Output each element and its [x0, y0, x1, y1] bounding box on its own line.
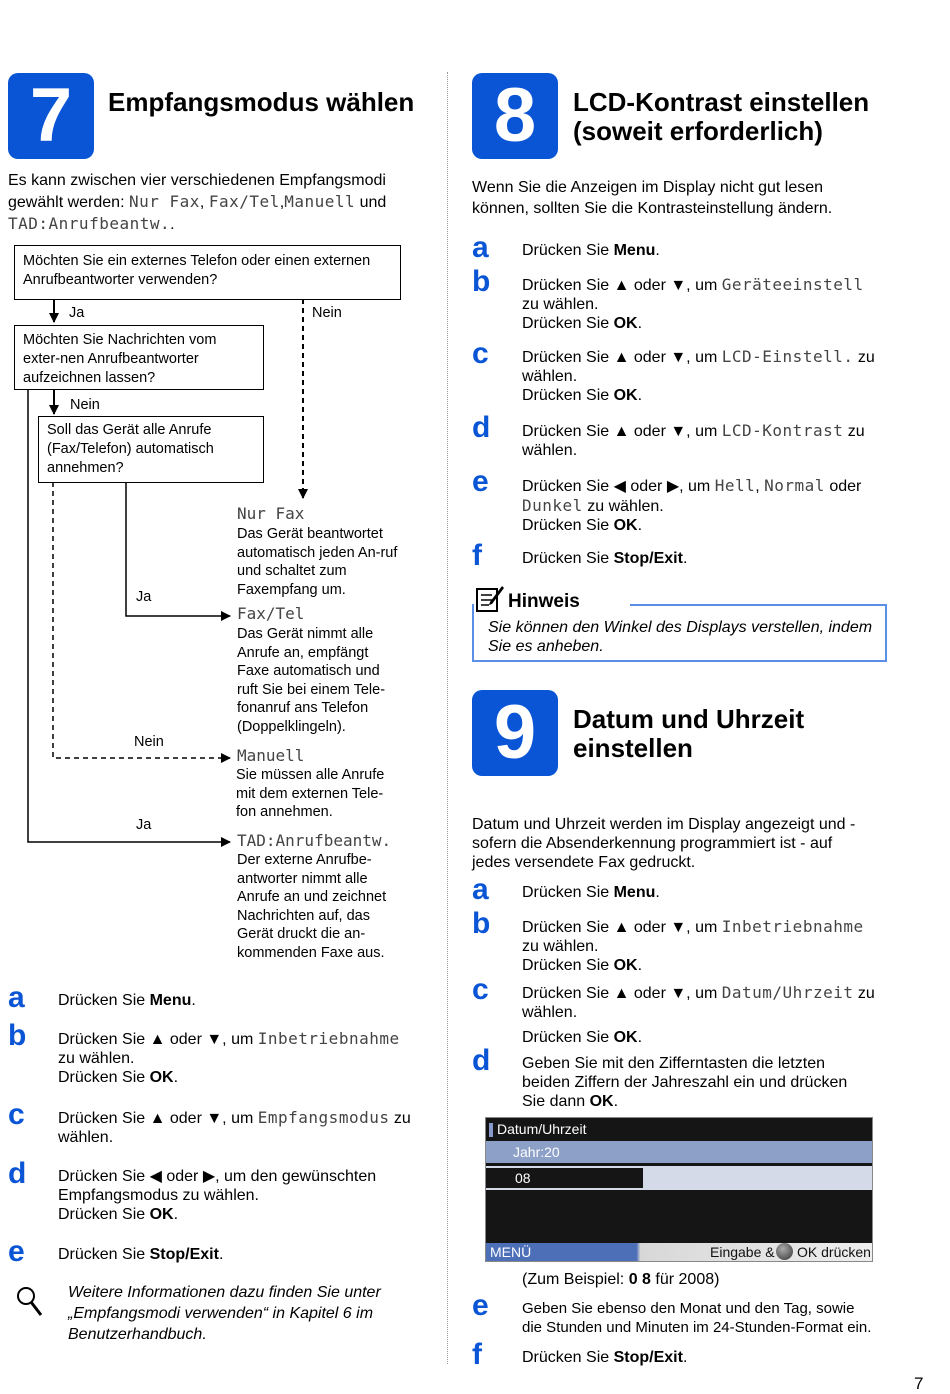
note-title: Hinweis [508, 591, 580, 612]
step-7-info: Weitere Informationen dazu finden Sie unter „Empfangsmodi verwenden“ in Kapitel 6 im Benutzerhandbuch. [68, 1284, 381, 1343]
step-9-letter-b: b [472, 907, 491, 940]
line [522, 314, 864, 333]
line: Datum und Uhrzeit werden im Display angezeigt und - [472, 816, 856, 833]
note-text: Sie können den Winkel des Displays verstellen, indem Sie es anheben. [488, 619, 873, 655]
line [522, 347, 875, 367]
line: die Stunden und Minuten im 24-Stunden-Format ein. [522, 1319, 872, 1336]
flow-question-2: Möchten Sie Nachrichten vom exter-nen Anrufbeantworter aufzeichnen lassen? [14, 325, 264, 390]
line: zu wählen. [522, 938, 599, 955]
menu-key: Menu [613, 242, 656, 259]
step-9-item-a [522, 883, 660, 902]
text: . [682, 1349, 688, 1366]
text: Drücken Sie [522, 957, 614, 974]
lcd-bottom-bar [486, 1243, 872, 1261]
flow-result-2-mode: Fax/Tel [237, 604, 305, 623]
text: (Zum Beispiel: [522, 1271, 629, 1288]
ok-key: OK [613, 387, 638, 404]
step-9-letter-e: e [472, 1289, 489, 1322]
line [522, 917, 864, 937]
step-7-item-d [58, 1167, 376, 1224]
ok-key: OK [149, 1069, 174, 1086]
flow-result-1-mode: Nur Fax [237, 504, 305, 523]
text: . [613, 1093, 619, 1110]
step-8-letter-d: d [472, 411, 491, 444]
text: . [637, 1029, 643, 1046]
text: Drücken Sie [522, 1349, 614, 1366]
flow-question-1: Möchten Sie ein externes Telefon oder einen externen Anrufbeantworter verwenden? [14, 245, 401, 300]
text: Drücken Sie ▲ oder ▼, um [522, 919, 722, 936]
period: . [170, 216, 175, 233]
text: Drücken Sie [522, 1029, 614, 1046]
line [522, 386, 875, 405]
text: Drücken Sie [522, 387, 614, 404]
flow-result-4-desc: Der externe Anrufbe-antworter nimmt alle Anrufe an und zeichnet Nachrichten auf, das Gerät druckt die an-kommenden Faxe aus. [237, 852, 387, 961]
line: Drücken Sie ◀ oder ▶, um den gewünschten [58, 1168, 377, 1185]
step-9-badge [472, 690, 558, 776]
text: . [655, 242, 660, 259]
step-7-letter-e: e [8, 1235, 25, 1268]
intro-text: gewählt werden: [8, 194, 129, 211]
text: Drücken Sie ▲ oder ▼, um [522, 423, 722, 440]
lcd-row-2-field [486, 1168, 643, 1188]
text: . [637, 957, 643, 974]
step-8-item-b [522, 275, 864, 333]
menu-key: Menu [613, 884, 656, 901]
lcd-empfangsmodus: Empfangsmodus [257, 1108, 390, 1127]
step-8-item-d [522, 421, 865, 460]
step-8-intro [472, 177, 892, 219]
menu-key: Menu [149, 992, 192, 1009]
ok-key: OK [613, 957, 638, 974]
step-9-item-e [522, 1299, 871, 1337]
step-9-letter-c: c [472, 973, 489, 1006]
text: . [173, 1069, 179, 1086]
text: Drücken Sie ▲ oder ▼, um [58, 1031, 258, 1048]
line [522, 476, 861, 496]
step-9-letter-d: d [472, 1044, 491, 1077]
line: zu wählen. [58, 1050, 135, 1067]
step-9-number: 9 [493, 690, 537, 775]
flow-label-nein-1: Nein [312, 305, 342, 321]
step-8-letter-b: b [472, 265, 491, 298]
step-8-item-a [522, 241, 660, 260]
line: beiden Ziffern der Jahreszahl ein und drücken [522, 1074, 848, 1091]
lcd-normal: Normal [764, 476, 825, 495]
step-7-item-a [58, 991, 196, 1010]
step-7-item-e [58, 1245, 223, 1264]
text: Drücken Sie ▲ oder ▼, um [522, 277, 722, 294]
step-7-letter-c: c [8, 1098, 25, 1131]
text: zu [843, 423, 865, 440]
pencil-note-icon [475, 585, 505, 613]
step-9-letter-f: f [472, 1338, 482, 1371]
line [522, 956, 864, 975]
step-8-letter-e: e [472, 465, 489, 498]
step-9-title [573, 705, 804, 763]
step-7-letter-a: a [8, 981, 25, 1014]
text: Drücken Sie [522, 315, 614, 332]
flow-label-ja-1: Ja [69, 305, 85, 321]
flow-result-3-desc: Sie müssen alle Anrufe mit dem externen Tele-fon annehmen. [236, 767, 385, 820]
line [522, 496, 861, 516]
line [58, 1068, 400, 1087]
text: Sie dann [522, 1093, 590, 1110]
text: zu [853, 985, 875, 1002]
step-7-item-c [58, 1108, 411, 1147]
step-7-number: 7 [29, 73, 73, 158]
step-8-item-f [522, 549, 687, 568]
flow-label-nein-3: Nein [134, 734, 164, 750]
line [58, 1205, 376, 1224]
ok-key: OK [613, 517, 638, 534]
line: Geben Sie mit den Zifferntasten die letzten [522, 1055, 825, 1072]
lcd-geraeteeinstell: Geräteeinstell [721, 275, 864, 294]
flow-question-3: Soll das Gerät alle Anrufe (Fax/Telefon) automatisch annehmen? [38, 416, 264, 483]
text: . [637, 315, 643, 332]
lcd-eingabe-label: Eingabe & [710, 1244, 775, 1260]
lcd-datum-uhrzeit: Datum/Uhrzeit [721, 983, 854, 1002]
step-7-letter-d: d [8, 1157, 27, 1190]
lcd-hell: Hell [714, 476, 756, 495]
title-line-2: (soweit erforderlich) [573, 116, 823, 146]
text: Drücken Sie [58, 992, 150, 1009]
text: zu wählen. [582, 498, 664, 515]
flow-label-ja-2: Ja [136, 589, 152, 605]
step-8-item-e [522, 476, 861, 535]
mode-manuell: Manuell [284, 192, 356, 211]
ok-key: OK [613, 315, 638, 332]
comma: , [199, 194, 205, 211]
lcd-inbetriebnahme: Inbetriebnahme [721, 917, 864, 936]
line: zu wählen. [522, 296, 599, 313]
ok-key: OK [149, 1206, 174, 1223]
line [58, 1029, 400, 1049]
lcd-menu-label: MENÜ [490, 1244, 532, 1260]
text: Drücken Sie ▲ oder ▼, um [58, 1110, 258, 1127]
line [522, 1092, 847, 1111]
text: Drücken Sie [522, 884, 614, 901]
ok-button-icon [776, 1243, 793, 1260]
step-7-item-b [58, 1029, 400, 1087]
stop-exit-key: Stop/Exit [613, 550, 683, 567]
title-line-1: LCD-Kontrast einstellen [573, 87, 870, 117]
flow-label-nein-2: Nein [70, 397, 100, 413]
step-8-number: 8 [493, 73, 537, 158]
lcd-lcd-einstell: LCD-Einstell. [721, 347, 854, 366]
line [522, 421, 865, 441]
intro-line-1: Es kann zwischen vier verschiedenen Empfangsmodi [8, 172, 386, 189]
step-9-item-d [522, 1054, 847, 1111]
und-text: und [359, 194, 387, 211]
mode-tad: TAD:Anrufbeantw. [8, 214, 171, 233]
line [522, 516, 861, 535]
text: zu [853, 349, 875, 366]
lcd-inbetriebnahme: Inbetriebnahme [257, 1029, 400, 1048]
ok-key: OK [589, 1093, 614, 1110]
flow-result-1-desc: Das Gerät beantwortet automatisch jeden An-ruf und schaltet zum Faxempfang um. [237, 526, 398, 598]
text: Drücken Sie ▲ oder ▼, um [522, 985, 722, 1002]
line [522, 1028, 875, 1047]
step-9-item-b [522, 917, 864, 975]
line: wählen. [522, 368, 578, 385]
lcd-title-marker [489, 1123, 493, 1137]
title-line-2: einstellen [573, 733, 693, 763]
stop-exit-key: Stop/Exit [613, 1349, 683, 1366]
step-9-item-c [522, 983, 875, 1047]
line: Geben Sie ebenso den Monat und den Tag, sowie [522, 1300, 855, 1317]
step-7-letter-b: b [8, 1019, 27, 1052]
ok-key: OK [613, 1029, 638, 1046]
step-9-intro [472, 815, 897, 872]
step-8-title [573, 88, 869, 146]
text: Drücken Sie [58, 1206, 150, 1223]
flow-label-ja-3: Ja [136, 817, 152, 833]
text: . [655, 884, 660, 901]
text: oder [824, 478, 862, 495]
text: für 2008) [650, 1271, 720, 1288]
lcd-lcd-kontrast: LCD-Kontrast [721, 421, 844, 440]
step-8-letter-a: a [472, 231, 489, 264]
flow-result-2-desc: Das Gerät nimmt alle Anrufe an, empfängt Faxe automatisch und ruft Sie bei einem Tele-fonanruf ans Telefon (Doppelklingeln). [237, 626, 386, 735]
step-8-letter-c: c [472, 337, 489, 370]
lcd-display [485, 1117, 873, 1262]
lcd-ok-druecken-label: OK drücken [797, 1244, 871, 1260]
text: Drücken Sie ▲ oder ▼, um [522, 349, 722, 366]
line: Empfangsmodus zu wählen. [58, 1187, 259, 1204]
line: jedes versendete Fax gedruckt. [472, 854, 696, 871]
text: . [637, 387, 643, 404]
column-divider [447, 72, 448, 1364]
step-9-item-f [522, 1348, 687, 1367]
mode-nur-fax: Nur Fax [128, 192, 200, 211]
text: . [218, 1246, 224, 1263]
text: . [637, 517, 643, 534]
page-number: 7 [914, 1374, 924, 1393]
comma: , [279, 194, 285, 211]
flow-result-4-mode: TAD:Anrufbeantw. [237, 831, 392, 850]
text: . [173, 1206, 179, 1223]
line: wählen. [58, 1129, 114, 1146]
text: Drücken Sie ◀ oder ▶, um [522, 478, 715, 495]
text: zu [389, 1110, 411, 1127]
text: Drücken Sie [522, 550, 614, 567]
step-9-letter-a: a [472, 873, 489, 906]
step-8-item-c [522, 347, 875, 405]
lcd-row-1-text: Jahr:20 [513, 1144, 560, 1160]
text: Drücken Sie [58, 1246, 150, 1263]
step-9-example [522, 1270, 719, 1289]
mode-fax-tel: Fax/Tel [208, 192, 280, 211]
lcd-row-2-text: 08 [515, 1170, 531, 1186]
lcd-title: Datum/Uhrzeit [497, 1121, 587, 1137]
line [58, 1108, 411, 1128]
flow-result-3-mode: Manuell [237, 746, 305, 765]
stop-exit-key: Stop/Exit [149, 1246, 219, 1263]
note-box-top-line [630, 604, 887, 606]
text: Drücken Sie [522, 517, 614, 534]
title-line-1: Datum und Uhrzeit [573, 704, 805, 734]
comma: , [755, 478, 765, 495]
line: Wenn Sie die Anzeigen im Display nicht gut lesen [472, 179, 824, 196]
line: wählen. [522, 442, 578, 459]
lcd-row-2 [486, 1166, 872, 1190]
lcd-dunkel: Dunkel [522, 496, 583, 515]
magnifier-icon [15, 1285, 45, 1319]
text: . [682, 550, 688, 567]
example-digits: 0 8 [628, 1271, 651, 1288]
line: können, sollten Sie die Kontrasteinstellung ändern. [472, 200, 833, 217]
text: . [191, 992, 196, 1009]
line: wählen. [522, 1004, 578, 1021]
step-7-title: Empfangsmodus wählen [108, 87, 415, 117]
line: sofern die Absenderkennung programmiert ist - auf [472, 835, 833, 852]
line [522, 983, 875, 1003]
text: Drücken Sie [522, 242, 614, 259]
lcd-row-1 [486, 1141, 872, 1163]
line [522, 275, 864, 295]
step-8-badge [472, 73, 558, 159]
text: Drücken Sie [58, 1069, 150, 1086]
step-8-letter-f: f [472, 539, 482, 572]
